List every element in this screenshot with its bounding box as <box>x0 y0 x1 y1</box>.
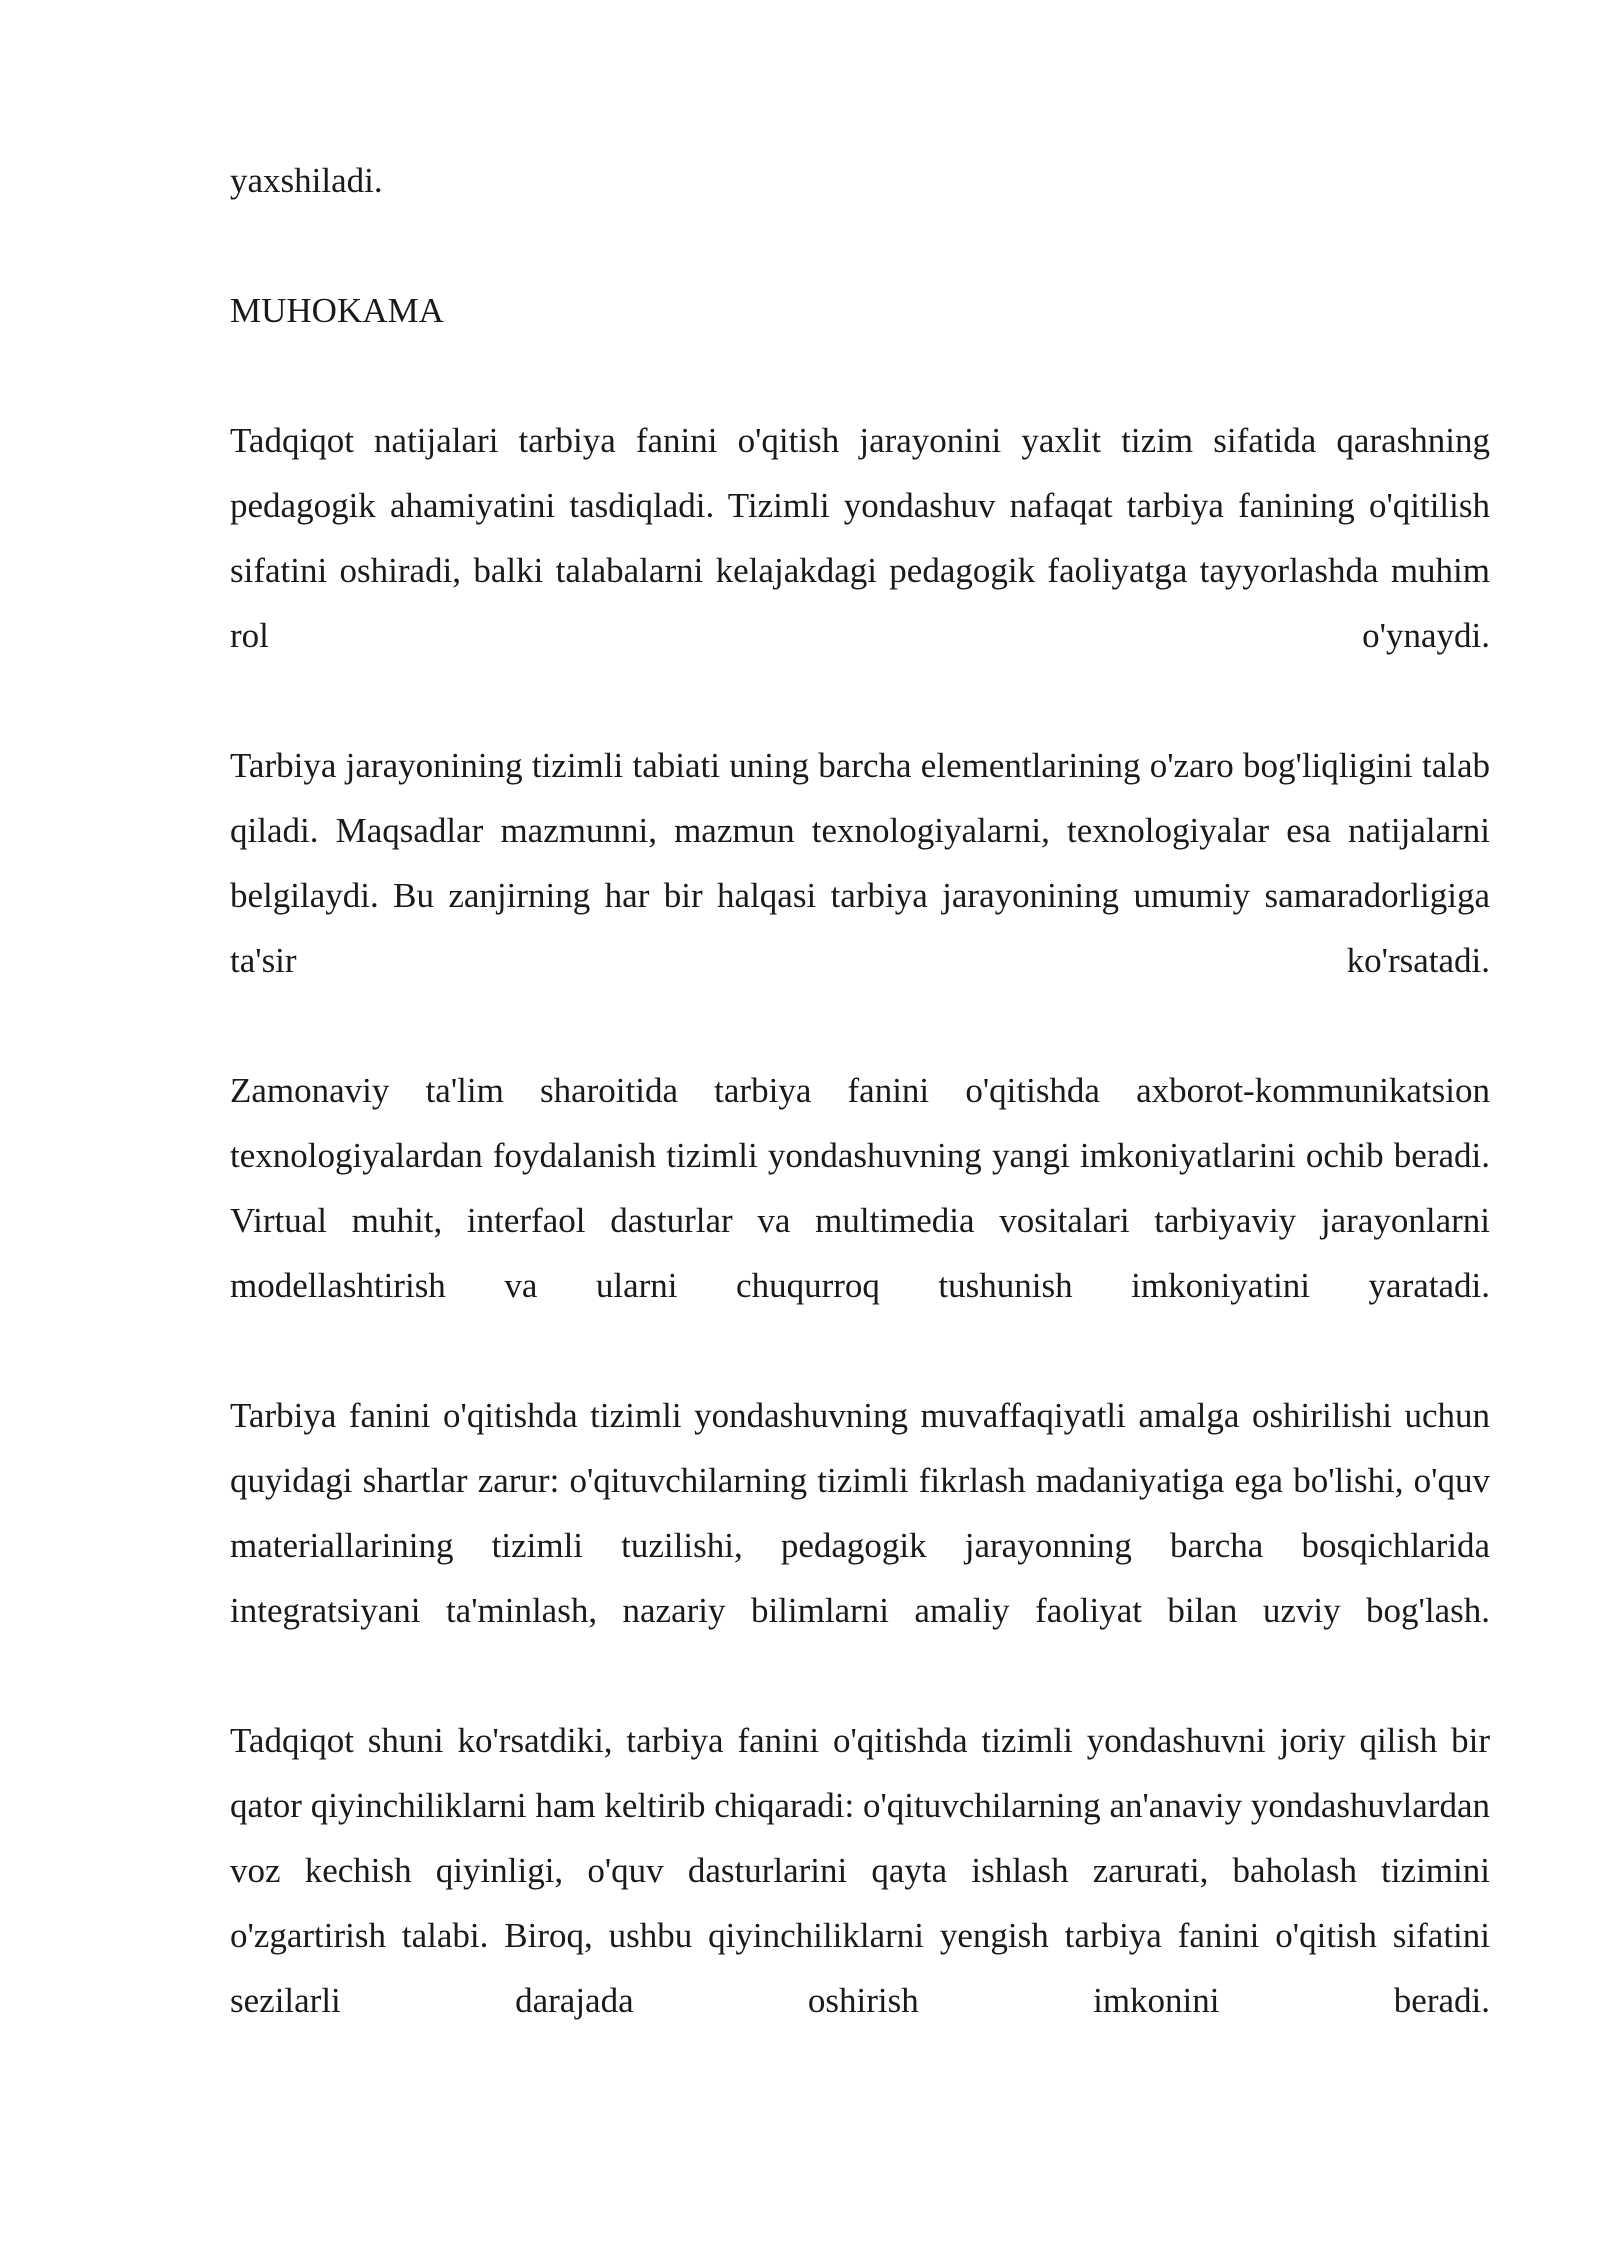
paragraph-2: Tarbiya jarayonining tizimli tabiati uning barcha elementlarining o'zaro bog'liqligini talab qiladi. Maqsadlar mazmunni, mazmun texnologiyalarni, texnologiyalar esa natijalarni belgilaydi. Bu zanjirning har bir halqasi tarbiya jarayonining umumiy samaradorligiga ta'sir ko'rsatadi. <box>230 746 1490 980</box>
lead-fragment: yaxshiladi. <box>230 161 383 200</box>
paragraph-5: Tadqiqot shuni ko'rsatdiki, tarbiya fanini o'qitishda tizimli yondashuvni joriy qilish bir qator qiyinchiliklarni ham keltirib chiqaradi: o'qituvchilarning an'anaviy yondashuvlardan voz kechish qiyinligi, o'quv dasturlarini qayta ishlash zarurati, baholash tizimini o'zgartirish talabi. Biroq, ushbu qiyinchiliklarni yengish tarbiya fanini o'qitish sifatini sezilarli darajada oshirish imkonini beradi. <box>230 1721 1490 2020</box>
section-heading: MUHOKAMA <box>230 291 444 330</box>
paragraph-1: Tadqiqot natijalari tarbiya fanini o'qitish jarayonini yaxlit tizim sifatida qarashning pedagogik ahamiyatini tasdiqladi. Tizimli yondashuv nafaqat tarbiya fanining o'qitilish sifatini oshiradi, balki talabalarni kelajakdagi pedagogik faoliyatga tayyorlashda muhim rol o'ynaydi. <box>230 421 1490 655</box>
document-body <box>230 148 1490 2098</box>
paragraph-4: Tarbiya fanini o'qitishda tizimli yondashuvning muvaffaqiyatli amalga oshirilishi uchun quyidagi shartlar zarur: o'qituvchilarning tizimli fikrlash madaniyatiga ega bo'lishi, o'quv materiallarining tizimli tuzilishi, pedagogik jarayonning barcha bosqichlarida integratsiyani ta'minlash, nazariy bilimlarni amaliy faoliyat bilan uzviy bog'lash. <box>230 1396 1490 1630</box>
paragraph-3: Zamonaviy ta'lim sharoitida tarbiya fanini o'qitishda axborot-kommunikatsion texnologiyalardan foydalanish tizimli yondashuvning yangi imkoniyatlarini ochib beradi. Virtual muhit, interfaol dasturlar va multimedia vositalari tarbiyaviy jarayonlarni modellashtirish va ularni chuqurroq tushunish imkoniyatini yaratadi. <box>230 1071 1490 1305</box>
